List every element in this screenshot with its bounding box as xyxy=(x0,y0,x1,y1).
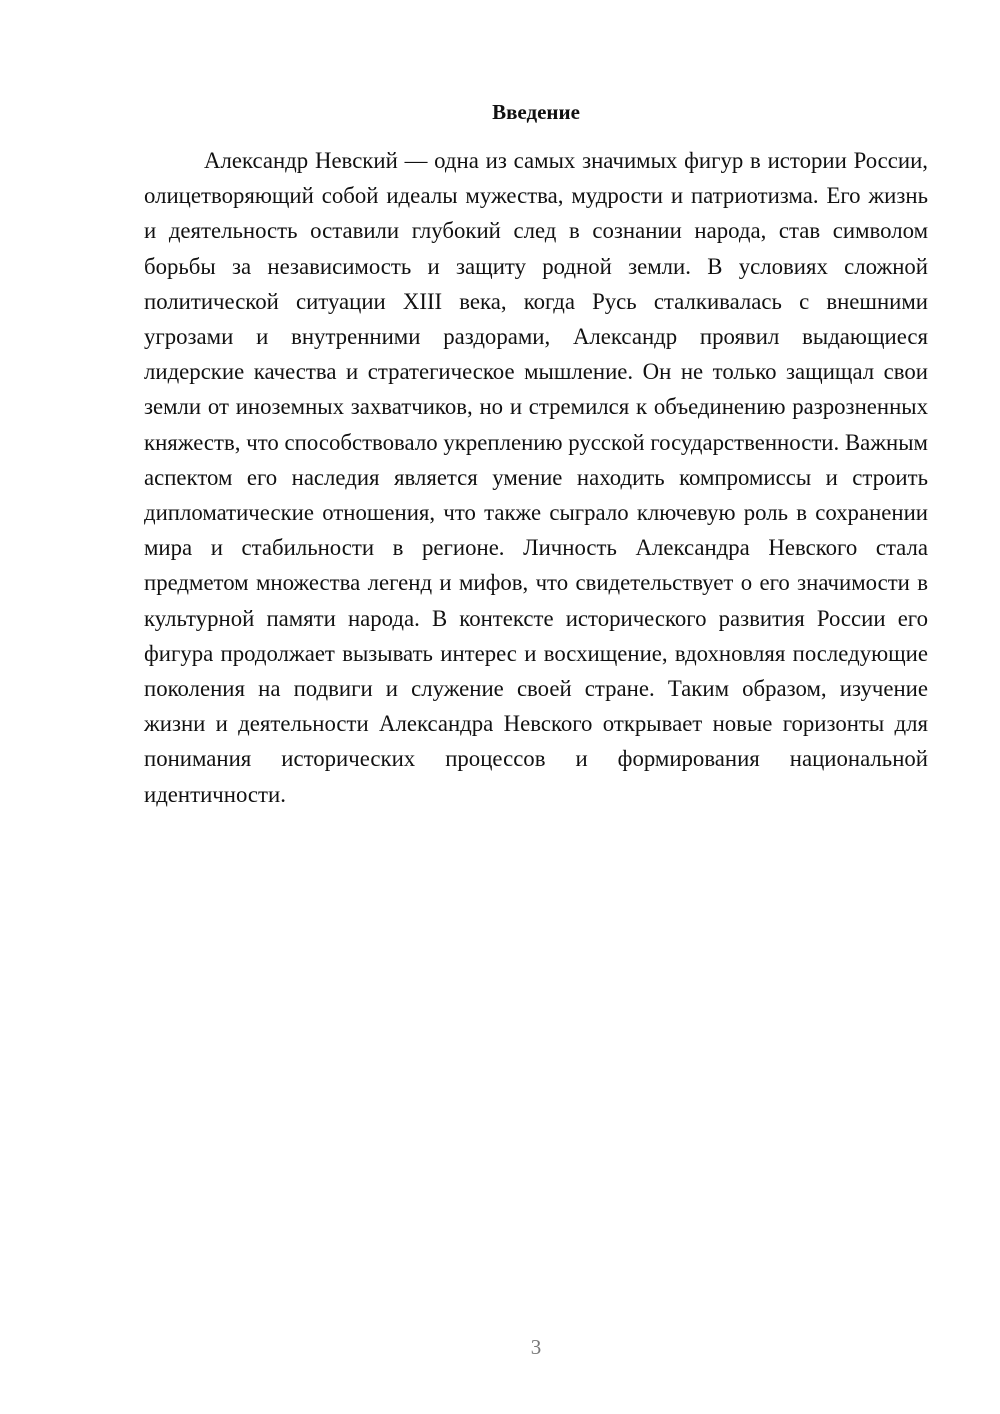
page-number: 3 xyxy=(530,1335,542,1359)
body-paragraph: Александр Невский — одна из самых значимых фигур в истории России, олицетворяющий собой идеалы мужества, мудрости и патриотизма. Его жизнь и деятельность оставили глубокий след в сознании народа, став символом борьбы за независимость и защиту родной земли. В условиях сложной политической ситуации XIII века, когда Русь сталкивалась с внешними угрозами и внутренними раздорами, Александр проявил выдающиеся лидерские качества и стратегическое мышление. Он не только защищал свои земли от иноземных захватчиков, но и стремился к объединению разрозненных княжеств, что способствовало укреплению русской государственности. Важным аспектом его наследия является умение находить компромиссы и строить дипломатические отношения, что также сыграло ключевую роль в сохранении мира и стабильности в регионе. Личность Александра Невского стала предметом множества легенд и мифов, что свидетельствует о его значимости в культурной памяти народа. В контексте исторического развития России его фигура продолжает вызывать интерес и восхищение, вдохновляя последующие поколения на подвиги и служение своей стране. Таким образом, изучение жизни и деятельности Александра Невского открывает новые горизонты для понимания исторических процессов и формирования национальной идентичности. xyxy=(144,148,928,807)
section-heading: Введение xyxy=(492,100,580,124)
